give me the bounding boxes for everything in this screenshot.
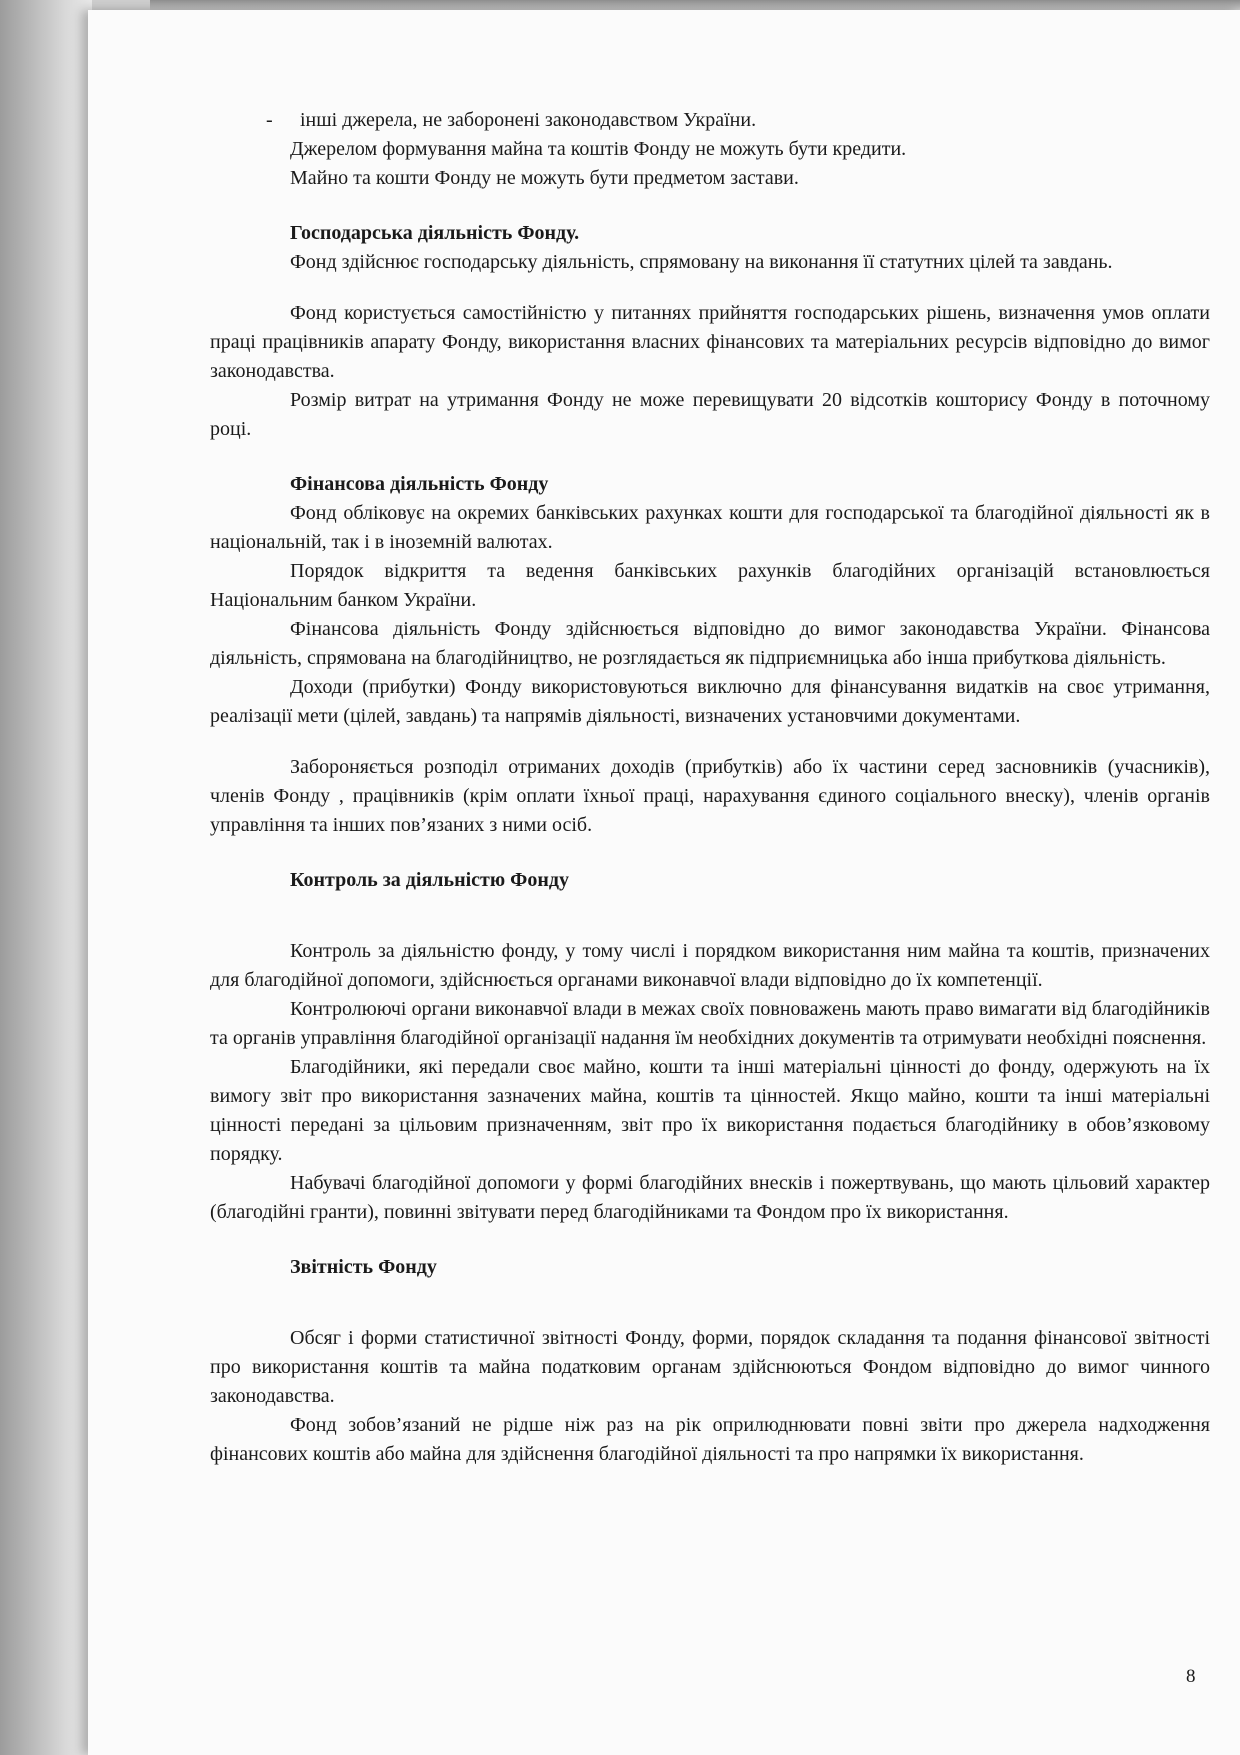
paragraph: Джерелом формування майна та коштів Фонду не можуть бути кредити.	[290, 138, 907, 160]
paragraph: Порядок відкриття та ведення банківських рахунків благодійних організацій встановлюється Національним банком України.	[210, 560, 1210, 611]
section-heading: Фінансова діяльність Фонду	[290, 473, 549, 495]
scan-left-edge	[0, 0, 92, 1755]
list-item	[210, 106, 1210, 135]
section-heading: Контроль за діяльністю Фонду	[290, 869, 569, 891]
paragraph: Благодійники, які передали своє майно, кошти та інші матеріальні цінності до фонду, одержують на їх вимогу звіт про використання зазначених майна, коштів та цінностей. Якщо майно, кошти та інші матеріальні цінності передані за цільовим призначенням, звіт про їх використання подається благодійнику в обов’язковому порядку.	[210, 1056, 1210, 1165]
paragraph: Обсяг і форми статистичної звітності Фонду, форми, порядок складання та подання фінансової звітності про використання коштів та майна податковим органам здійснюються Фондом відповідно до вимог чинного законодавства.	[210, 1327, 1210, 1407]
document-body	[210, 106, 1210, 1469]
paragraph: Фінансова діяльність Фонду здійснюється відповідно до вимог законодавства України. Фінансова діяльність, спрямована на благодійництво, не розглядається як підприємницька або інша прибуткова діяльність.	[210, 618, 1210, 669]
section-heading: Звітність Фонду	[290, 1256, 437, 1278]
paragraph: Майно та кошти Фонду не можуть бути предметом застави.	[290, 167, 799, 189]
paragraph: Фонд користується самостійністю у питаннях прийняття господарських рішень, визначення умов оплати праці працівників апарату Фонду, використання власних фінансових та матеріальних ресурсів відповідно до вимог законодавства.	[210, 302, 1210, 382]
section-heading: Господарська діяльність Фонду.	[290, 222, 580, 244]
paragraph: Фонд зобов’язаний не рідше ніж раз на рік оприлюднювати повні звіти про джерела надходження фінансових коштів або майна для здійснення благодійної діяльності та про напрямки їх використання.	[210, 1414, 1210, 1465]
paragraph: Розмір витрат на утримання Фонду не може перевищувати 20 відсотків кошторису Фонду в поточному році.	[210, 389, 1210, 440]
paragraph: Фонд здійснює господарську діяльність, спрямовану на виконання її статутних цілей та завдань.	[290, 251, 1113, 273]
paragraph: Забороняється розподіл отриманих доходів (прибутків) або їх частини серед засновників (учасників), членів Фонду , працівників (крім оплати їхньої праці, нарахування єдиного соціального внеску), членів органів управління та інших пов’язаних з ними осіб.	[210, 756, 1210, 836]
paragraph: Контроль за діяльністю фонду, у тому числі і порядком використання ним майна та коштів, призначених для благодійної допомоги, здійснюється органами виконавчої влади відповідно до їх компетенції.	[210, 940, 1210, 991]
list-item-text: інші джерела, не заборонені законодавством України.	[300, 109, 757, 131]
bullet-dash: -	[266, 109, 273, 131]
paragraph: Набувачі благодійної допомоги у формі благодійних внесків і пожертвувань, що мають цільовий характер (благодійні гранти), повинні звітувати перед благодійниками та Фондом про їх використання.	[210, 1172, 1210, 1223]
paragraph: Доходи (прибутки) Фонду використовуються виключно для фінансування видатків на своє утримання, реалізації мети (цілей, завдань) та напрямів діяльності, визначених установчими документами.	[210, 676, 1210, 727]
paragraph: Контролюючі органи виконавчої влади в межах своїх повноважень мають право вимагати від благодійників та органів управління благодійної організації надання їм необхідних документів та отримувати необхідні пояснення.	[210, 998, 1210, 1049]
paragraph: Фонд обліковує на окремих банківських рахунках кошти для господарської та благодійної діяльності як в національній, так і в іноземній валютах.	[210, 502, 1210, 553]
page-number: 8	[1186, 1666, 1196, 1687]
